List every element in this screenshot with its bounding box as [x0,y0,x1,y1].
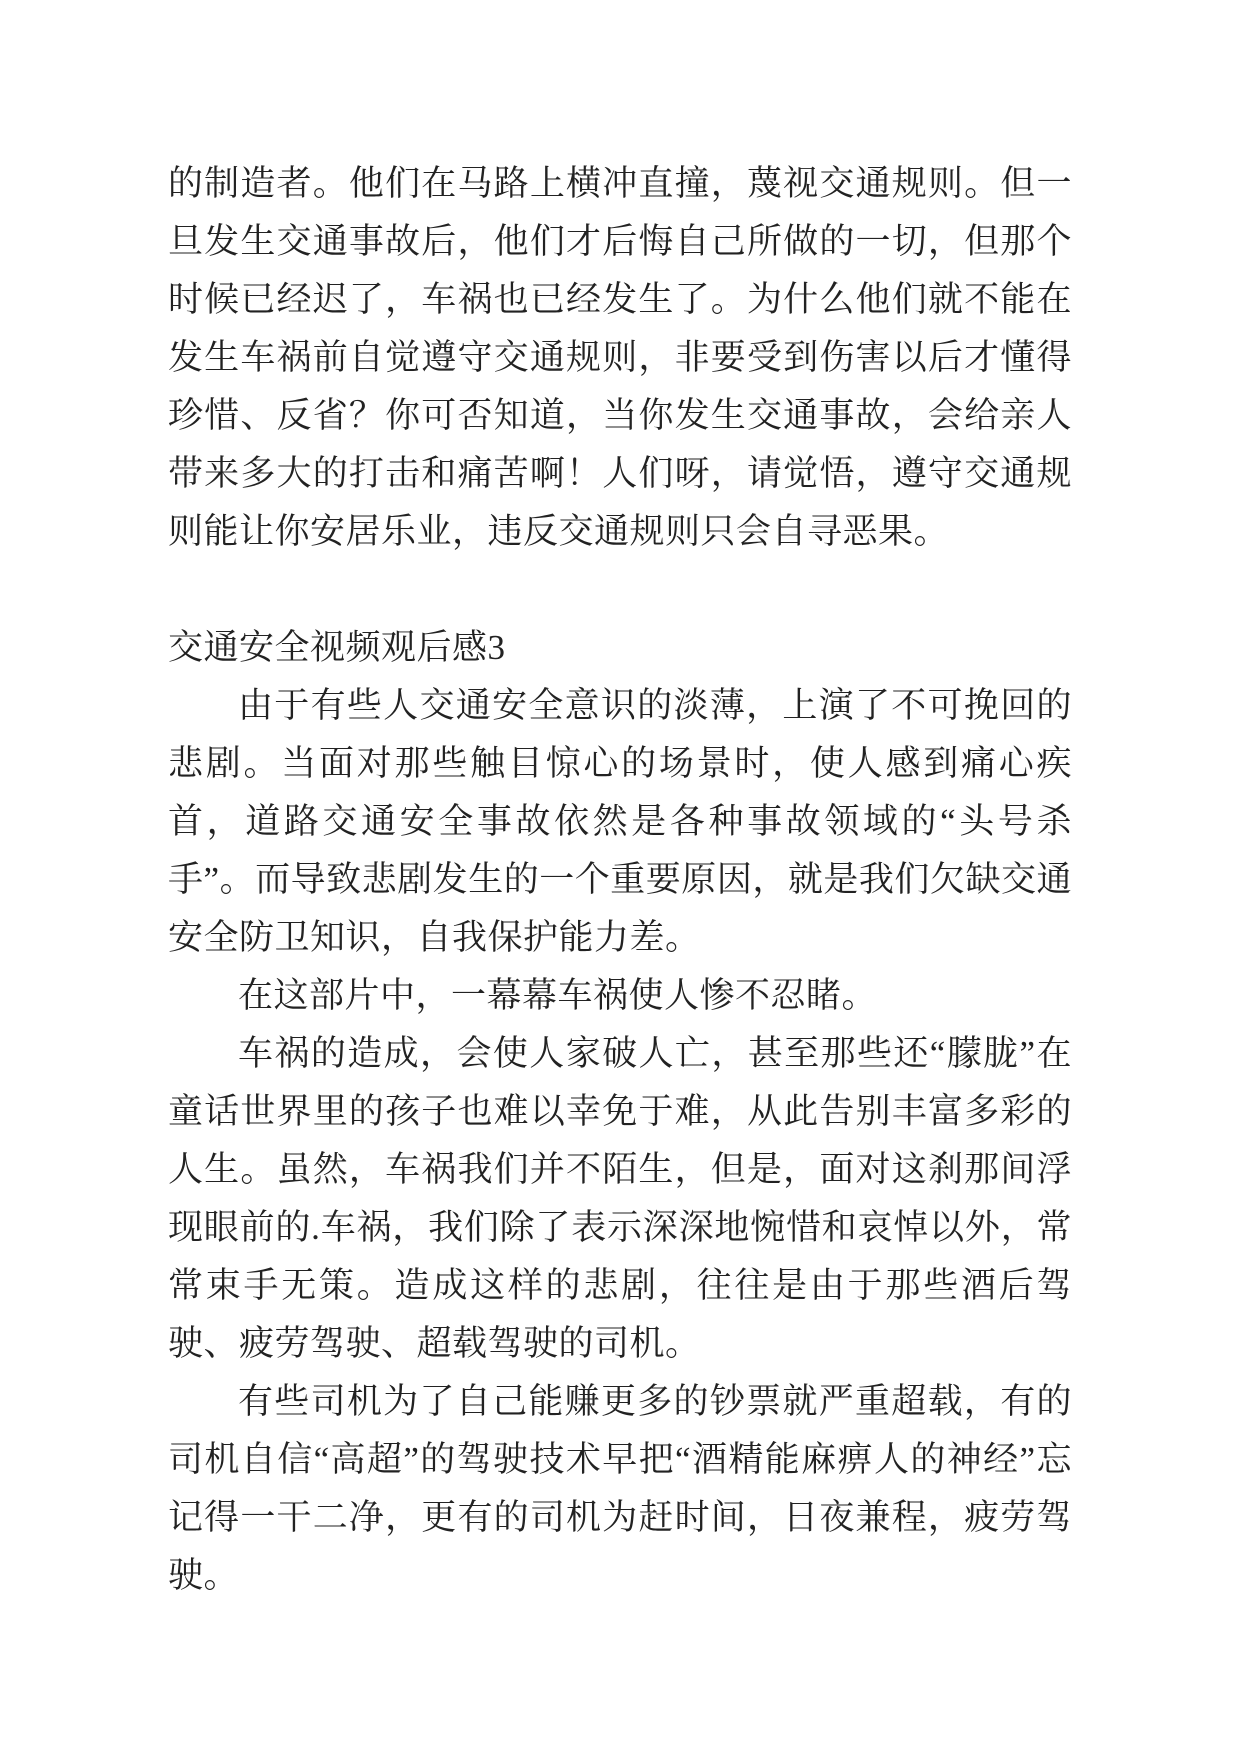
body-paragraph-2: 在这部片中，一幕幕车祸使人惨不忍睹。 [238,976,878,1015]
continuation-paragraph: 的制造者。他们在马路上横冲直撞，蔑视交通规则。但一旦发生交通事故后，他们才后悔自己所做的一切，但那个时候已经迟了，车祸也已经发生了。为什么他们就不能在发生车祸前自觉遵守交通规则，非要受到伤害以后才懂得珍惜、反省？你可否知道，当你发生交通事故，会给亲人带来多大的打击和痛苦啊！人们呀，请觉悟，遵守交通规则能让你安居乐业，违反交通规则只会自寻恶果。 [168,164,1072,551]
document-text-body [168,155,1072,1605]
section-heading: 交通安全视频观后感3 [168,628,506,667]
body-paragraph-4: 有些司机为了自己能赚更多的钞票就严重超载，有的司机自信“高超”的驾驶技术早把“酒精能麻痹人的神经”忘记得一干二净，更有的司机为赶时间，日夜兼程，疲劳驾驶。 [168,1382,1072,1595]
body-paragraph-1: 由于有些人交通安全意识的淡薄，上演了不可挽回的悲剧。当面对那些触目惊心的场景时，使人感到痛心疾首，道路交通安全事故依然是各种事故领域的“头号杀手”。而导致悲剧发生的一个重要原因，就是我们欠缺交通安全防卫知识，自我保护能力差。 [168,686,1072,957]
body-paragraph-3: 车祸的造成，会使人家破人亡，甚至那些还“朦胧”在童话世界里的孩子也难以幸免于难，从此告别丰富多彩的人生。虽然，车祸我们并不陌生，但是，面对这刹那间浮现眼前的.车祸，我们除了表示深深地惋惜和哀悼以外，常常束手无策。造成这样的悲剧，往往是由于那些酒后驾驶、疲劳驾驶、超载驾驶的司机。 [168,1034,1072,1363]
